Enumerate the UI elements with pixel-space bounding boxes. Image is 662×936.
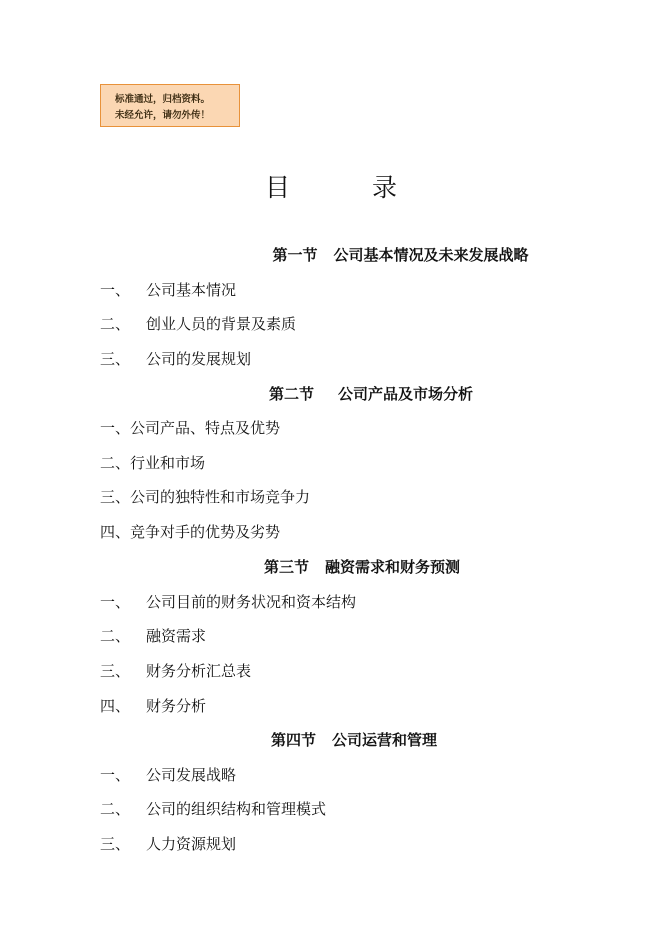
toc-title-left: 目 bbox=[264, 173, 290, 202]
toc-item[interactable] bbox=[100, 591, 356, 612]
toc-item[interactable] bbox=[100, 348, 251, 369]
item-text: 公司产品、特点及优势 bbox=[130, 419, 281, 437]
item-text: 公司的独特性和市场竞争力 bbox=[130, 488, 311, 506]
item-text: 公司的发展规划 bbox=[146, 350, 252, 368]
item-text: 公司发展战略 bbox=[146, 766, 237, 784]
toc-item[interactable] bbox=[100, 486, 310, 507]
item-text: 创业人员的背景及素质 bbox=[146, 315, 297, 333]
item-text: 财务分析 bbox=[146, 697, 207, 715]
item-text: 公司的组织结构和管理模式 bbox=[146, 800, 327, 818]
item-text: 融资需求 bbox=[146, 627, 207, 645]
item-number: 一、 bbox=[100, 766, 131, 784]
item-text: 财务分析汇总表 bbox=[146, 662, 252, 680]
section-title: 融资需求和财务预测 bbox=[325, 558, 461, 576]
toc-item[interactable] bbox=[100, 313, 296, 334]
section-heading[interactable] bbox=[0, 383, 662, 404]
section-heading[interactable] bbox=[0, 244, 662, 265]
toc-item[interactable] bbox=[100, 798, 326, 819]
section-heading[interactable] bbox=[0, 729, 662, 750]
confidential-notice-stamp bbox=[100, 84, 240, 127]
item-text: 公司目前的财务状况和资本结构 bbox=[146, 593, 357, 611]
item-number: 三、 bbox=[100, 662, 131, 680]
item-text: 行业和市场 bbox=[130, 454, 206, 472]
section-number: 第四节 bbox=[270, 731, 316, 749]
item-text: 公司基本情况 bbox=[146, 281, 237, 299]
item-text: 竞争对手的优势及劣势 bbox=[130, 523, 281, 541]
section-heading[interactable] bbox=[0, 556, 662, 577]
section-title: 公司产品及市场分析 bbox=[338, 385, 474, 403]
toc-item[interactable] bbox=[100, 452, 205, 473]
toc-item[interactable] bbox=[100, 833, 236, 854]
item-number: 一、 bbox=[100, 281, 131, 299]
item-number: 二、 bbox=[100, 454, 131, 472]
item-number: 二、 bbox=[100, 800, 131, 818]
item-number: 二、 bbox=[100, 627, 131, 645]
item-number: 三、 bbox=[100, 835, 131, 853]
toc-item[interactable] bbox=[100, 660, 251, 681]
toc-item[interactable] bbox=[100, 417, 280, 438]
toc-item[interactable] bbox=[100, 764, 236, 785]
item-number: 三、 bbox=[100, 488, 131, 506]
toc-item[interactable] bbox=[100, 625, 206, 646]
notice-line-2: 未经允许，请勿外传！ bbox=[115, 110, 211, 121]
item-number: 四、 bbox=[100, 523, 131, 541]
section-number: 第三节 bbox=[263, 558, 309, 576]
section-title: 公司基本情况及未来发展战略 bbox=[333, 246, 529, 264]
item-number: 一、 bbox=[100, 593, 131, 611]
section-title: 公司运营和管理 bbox=[332, 731, 438, 749]
item-number: 一、 bbox=[100, 419, 131, 437]
item-number: 三、 bbox=[100, 350, 131, 368]
toc-item[interactable] bbox=[100, 521, 280, 542]
toc-title-right: 录 bbox=[372, 173, 398, 202]
section-number: 第二节 bbox=[268, 385, 314, 403]
notice-line-1: 标准通过，归档资料。 bbox=[115, 94, 211, 105]
toc-item[interactable] bbox=[100, 279, 236, 300]
toc-title bbox=[0, 168, 662, 204]
item-number: 四、 bbox=[100, 697, 131, 715]
toc-item[interactable] bbox=[100, 695, 206, 716]
item-text: 人力资源规划 bbox=[146, 835, 237, 853]
section-number: 第一节 bbox=[272, 246, 318, 264]
item-number: 二、 bbox=[100, 315, 131, 333]
